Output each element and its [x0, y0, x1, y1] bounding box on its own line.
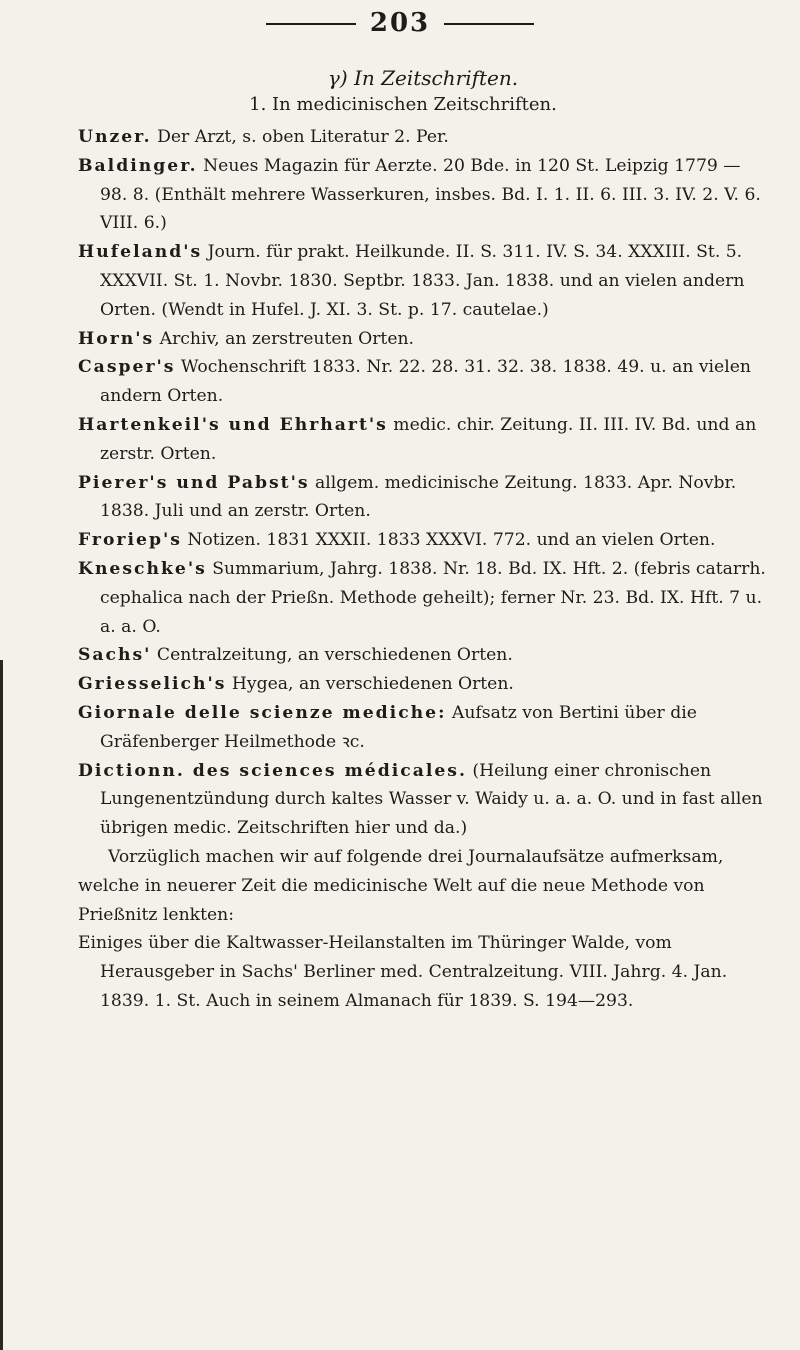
- entry-text: Hygea, an verschiedenen Orten.: [226, 674, 514, 695]
- entry-text: Neues Magazin für Aerzte. 20 Bde. in 120 St. Leipzig 1779 — 98. 8. (Enthält mehrere Wasserkuren, insbes. Bd. I. 1. II. 6. III. 3. IV. 2. V. 6. VIII. 6.): [100, 155, 761, 234]
- subheading: 1. In medicinischen Zeitschriften.: [249, 94, 557, 115]
- page-edge-mark: [0, 660, 3, 1350]
- entry-text: Summarium, Jahrg. 1838. Nr. 18. Bd. IX. Hft. 2. (febris catarrh. cephalica nach der Prießn. Methode geheilt); ferner Nr. 23. Bd. IX. Hft. 7 u. a. a. O.: [100, 558, 766, 637]
- entry-text: Centralzeitung, an verschiedenen Orten.: [151, 645, 513, 666]
- closing-paragraph: Vorzüglich machen wir auf folgende drei Journalaufsätze aufmerksam, welche in neuerer Zeit die medicinische Welt auf die neue Methode von Prießnitz lenkten:: [78, 846, 724, 925]
- entry-text: (Heilung einer chronischen Lungenentzündung durch kaltes Wasser v. Waidy u. a. a. O. und in fast allen übrigen medic. Zeitschriften hier und da.): [100, 760, 763, 839]
- entry-text: Der Arzt, s. oben Literatur 2. Per.: [151, 127, 449, 147]
- entry-author: Sachs': [78, 645, 152, 666]
- entry-author: Hufeland's: [78, 242, 203, 263]
- header-rule-left: [266, 23, 356, 25]
- entry-author: Hartenkeil's und Ehrhart's: [78, 414, 388, 435]
- bibliography-entry: [78, 152, 768, 238]
- bibliography-entry: [78, 123, 768, 152]
- entry-author: Kneschke's: [78, 558, 207, 579]
- bibliography-entry: [78, 526, 768, 555]
- bibliography-entry: [78, 238, 768, 324]
- bibliography-entry: [78, 325, 768, 354]
- entry-author: Dictionn. des sciences médicales.: [78, 760, 467, 781]
- entry-author: Griesselich's: [78, 674, 227, 695]
- bibliography-entry: [78, 699, 768, 757]
- entry-author: Pierer's und Pabst's: [78, 472, 310, 493]
- entry-text: Archiv, an zerstreuten Orten.: [154, 328, 415, 349]
- bibliography-entry: [78, 411, 768, 469]
- entry-text: Notizen. 1831 XXXII. 1833 XXXVI. 772. und an vielen Orten.: [181, 530, 716, 551]
- page-number: 203: [369, 8, 431, 38]
- header-rule-right: [444, 23, 534, 25]
- entry-text: Journ. für prakt. Heilkunde. II. S. 311. IV. S. 34. XXXIII. St. 5. XXXVII. St. 1. Novbr. 1830. Septbr. 1833. Jan. 1838. und an vielen andern Orten. (Wendt in Hufel. J. XI. 3. St. p. 17. cautelae.): [100, 242, 745, 320]
- bibliography-entry: [78, 469, 768, 527]
- bibliography-entry: [78, 353, 768, 411]
- bibliography-entry: [78, 641, 768, 670]
- entry-author: Froriep's: [78, 530, 182, 551]
- entry-text: Wochenschrift 1833. Nr. 22. 28. 31. 32. 38. 1838. 49. u. an vielen andern Orten.: [100, 357, 751, 407]
- entry-text: Aufsatz von Bertini über die Gräfenberger Heilmethode ꝛc.: [100, 702, 697, 752]
- entry-text: medic. chir. Zeitung. II. III. IV. Bd. und an zerstr. Orten.: [100, 414, 757, 464]
- bibliography-entry: [78, 670, 768, 699]
- bibliography-entry: [78, 555, 768, 641]
- final-entry: Einiges über die Kaltwasser-Heilanstalten im Thüringer Walde, vom Herausgeber in Sachs' Berliner med. Centralzeitung. VIII. Jahrg. 4. Jan. 1839. 1. St. Auch in seinem Almanach für 1839. S. 194—293.: [78, 933, 728, 1011]
- entry-author: Baldinger.: [78, 155, 198, 176]
- entry-author: Casper's: [78, 357, 176, 378]
- entry-author: Unzer.: [78, 127, 152, 147]
- page-content: [78, 66, 768, 1016]
- page-number-header: [0, 8, 800, 38]
- bibliography-entry: [78, 757, 768, 843]
- entry-text: allgem. medicinische Zeitung. 1833. Apr. Novbr. 1838. Juli und an zerstr. Orten.: [100, 472, 737, 522]
- bibliography-list: [78, 123, 768, 843]
- section-heading: γ) In Zeitschriften.: [327, 66, 519, 90]
- entry-author: Giornale delle scienze mediche:: [78, 702, 447, 723]
- entry-author: Horn's: [78, 328, 155, 349]
